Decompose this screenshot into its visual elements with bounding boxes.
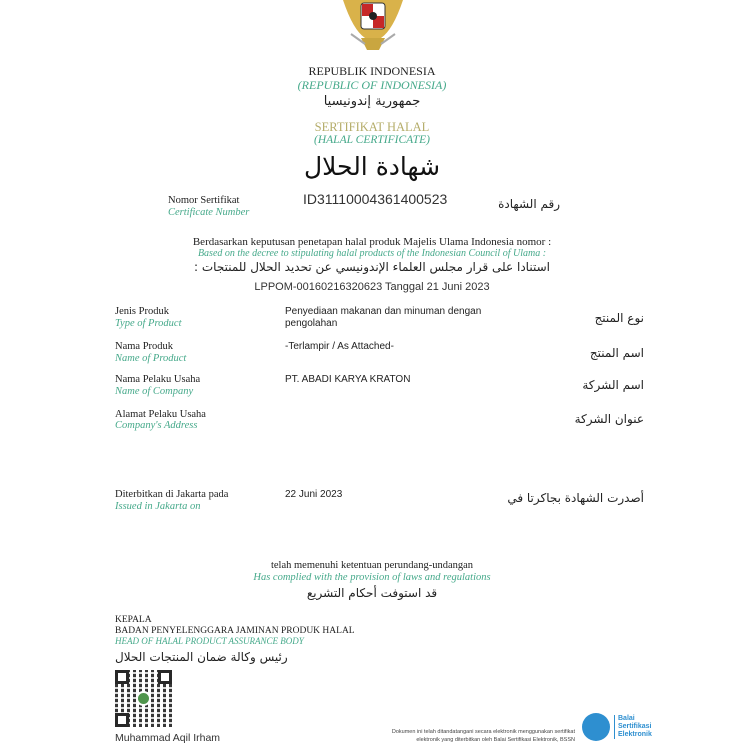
compliance-text-en: Has complied with the provision of laws and regulations <box>253 572 491 583</box>
bsre-label-line1: Balai <box>618 715 635 722</box>
certificate-number-label-en: Certificate Number <box>168 207 250 218</box>
compliance-text: telah memenuhi ketentuan perundang-undangan <box>270 560 474 571</box>
company-name-label-en: Name of Company <box>115 386 194 397</box>
issued-label-en: Issued in Jakarta on <box>115 501 201 512</box>
bsre-label-line3: Elektronik <box>618 731 652 738</box>
certificate-number-label: Nomor Sertifikat <box>168 195 240 206</box>
bsre-label <box>614 715 652 739</box>
company-name-label: Nama Pelaku Usaha <box>115 374 201 385</box>
issued-label: Diterbitkan di Jakarta pada <box>115 489 229 500</box>
product-name-label-en: Name of Product <box>115 353 187 364</box>
signatory-agency-en: HEAD OF HALAL PRODUCT ASSURANCE BODY <box>115 636 304 646</box>
product-name-value: -Terlampir / As Attached- <box>285 341 394 352</box>
product-name-label-ar: اسم المنتج <box>589 346 644 360</box>
company-address-label: Alamat Pelaku Usaha <box>115 409 206 420</box>
esign-note-line1: Dokumen ini telah ditandatangani secara elektronik menggunakan sertifikat <box>391 729 575 735</box>
decree-number: LPPOM-00160216320623 Tanggal 21 Juni 2023 <box>254 281 490 293</box>
garuda-emblem <box>335 0 411 55</box>
issued-label-ar: أصدرت الشهادة بجاكرتا في <box>507 491 644 505</box>
product-type-label: Jenis Produk <box>115 306 169 317</box>
company-address-label-ar: عنوان الشركة <box>574 412 644 426</box>
bsre-label-line2: Sertifikasi <box>618 723 652 730</box>
company-address-label-en: Company's Address <box>115 420 198 431</box>
compliance-text-ar: قد استوفت أحكام التشريع <box>306 586 438 600</box>
company-name-value: PT. ABADI KARYA KRATON <box>285 374 411 385</box>
republic-title-ar: جمهورية إندونيسيا <box>323 94 421 109</box>
certificate-title: SERTIFIKAT HALAL <box>314 120 430 134</box>
decree-text: Berdasarkan keputusan penetapan halal produk Majelis Ulama Indonesia nomor : <box>192 236 552 248</box>
esign-note <box>360 728 575 744</box>
decree-text-ar: استنادا على قرار مجلس العلماء الإندونيسي عن تحديد الحلال للمنتجات : <box>194 260 550 274</box>
certificate-title-ar: شهادة الحلال <box>303 152 441 181</box>
qr-code <box>115 670 172 727</box>
republic-title: REPUBLIK INDONESIA <box>308 64 436 78</box>
issued-date: 22 Juni 2023 <box>285 489 343 500</box>
signatory-agency: BADAN PENYELENGGARA JAMINAN PRODUK HALAL <box>115 626 355 636</box>
signatory-title: KEPALA <box>115 615 152 625</box>
certificate-number: ID31110004361400523 <box>303 191 448 207</box>
signatory-agency-ar: رئيس وكالة ضمان المنتجات الحلال <box>115 650 288 664</box>
product-type-label-en: Type of Product <box>115 318 182 329</box>
product-type-label-ar: نوع المنتج <box>594 311 644 325</box>
republic-title-en: (REPUBLIC OF INDONESIA) <box>297 78 447 92</box>
halal-logo-icon <box>136 691 151 706</box>
certificate-title-en: (HALAL CERTIFICATE) <box>314 134 430 146</box>
decree-text-en: Based on the decree to stipulating halal products of the Indonesian Council of Ulama : <box>197 248 547 259</box>
bsre-logo-icon <box>582 713 610 741</box>
product-name-label: Nama Produk <box>115 341 174 352</box>
signatory-name: Muhammad Aqil Irham <box>115 732 221 744</box>
certificate-number-label-ar: رقم الشهادة <box>498 197 560 211</box>
company-name-label-ar: اسم الشركة <box>582 378 644 392</box>
esign-note-line2: elektronik yang diterbitkan oleh Balai Sertifikasi Elektronik, BSSN <box>416 737 575 743</box>
product-type-value: Penyediaan makanan dan minuman dengan pengolahan <box>285 306 482 329</box>
